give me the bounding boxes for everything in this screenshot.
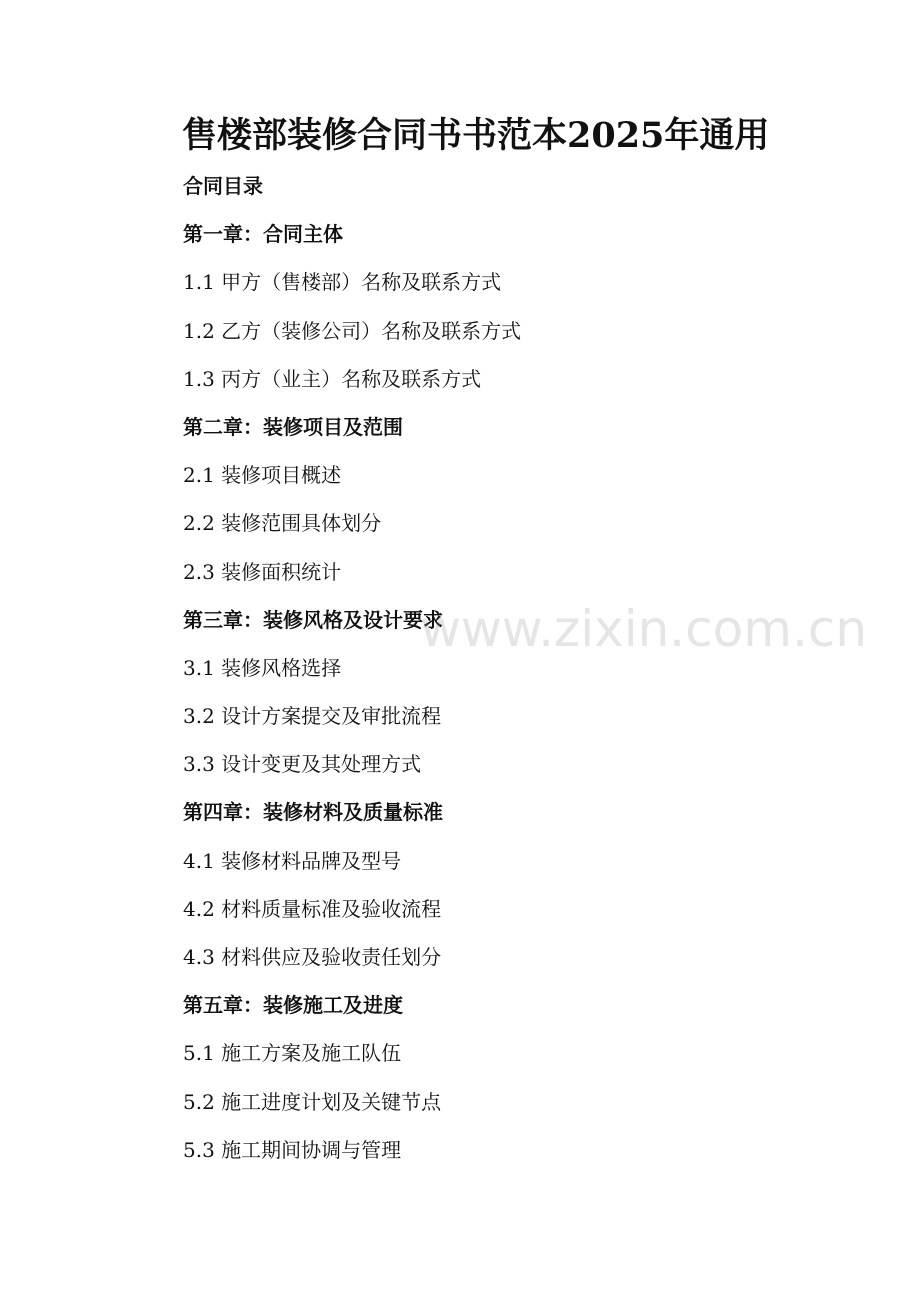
watermark: www.zixin.com.cn	[420, 600, 868, 658]
toc-section-item: 4.2 材料质量标准及验收流程	[183, 896, 442, 921]
table-of-contents	[183, 162, 803, 1174]
toc-chapter-heading: 第三章：装修风格及设计要求	[183, 607, 443, 632]
toc-section-item: 1.3 丙方（业主）名称及联系方式	[183, 366, 482, 391]
toc-section-item: 2.3 装修面积统计	[183, 559, 342, 584]
toc-chapter-heading: 第五章：装修施工及进度	[183, 993, 403, 1018]
toc-section-item: 4.3 材料供应及验收责任划分	[183, 945, 442, 969]
toc-section-item: 4.1 装修材料品牌及型号	[183, 848, 402, 873]
document-title: 售楼部装修合同书书范本2025年通用	[182, 115, 770, 156]
toc-section-item: 5.3 施工期间协调与管理	[183, 1137, 402, 1162]
toc-chapter-heading: 第一章：合同主体	[183, 222, 343, 247]
toc-section-item: 3.2 设计方案提交及审批流程	[183, 704, 442, 729]
toc-section-item: 3.3 设计变更及其处理方式	[183, 752, 422, 777]
toc-chapter-heading: 第四章：装修材料及质量标准	[183, 800, 443, 825]
toc-section-item: 2.1 装修项目概述	[183, 463, 342, 488]
toc-section-item: 2.2 装修范围具体划分	[183, 511, 382, 536]
toc-section-item: 5.1 施工方案及施工队伍	[183, 1041, 402, 1066]
toc-section-item: 5.2 施工进度计划及关键节点	[183, 1089, 442, 1114]
toc-section-item: 1.2 乙方（装修公司）名称及联系方式	[183, 318, 522, 343]
toc-heading: 合同目录	[183, 174, 263, 198]
toc-chapter-heading: 第二章：装修项目及范围	[183, 414, 403, 439]
toc-section-item: 3.1 装修风格选择	[183, 655, 342, 680]
toc-section-item: 1.1 甲方（售楼部）名称及联系方式	[183, 270, 502, 295]
